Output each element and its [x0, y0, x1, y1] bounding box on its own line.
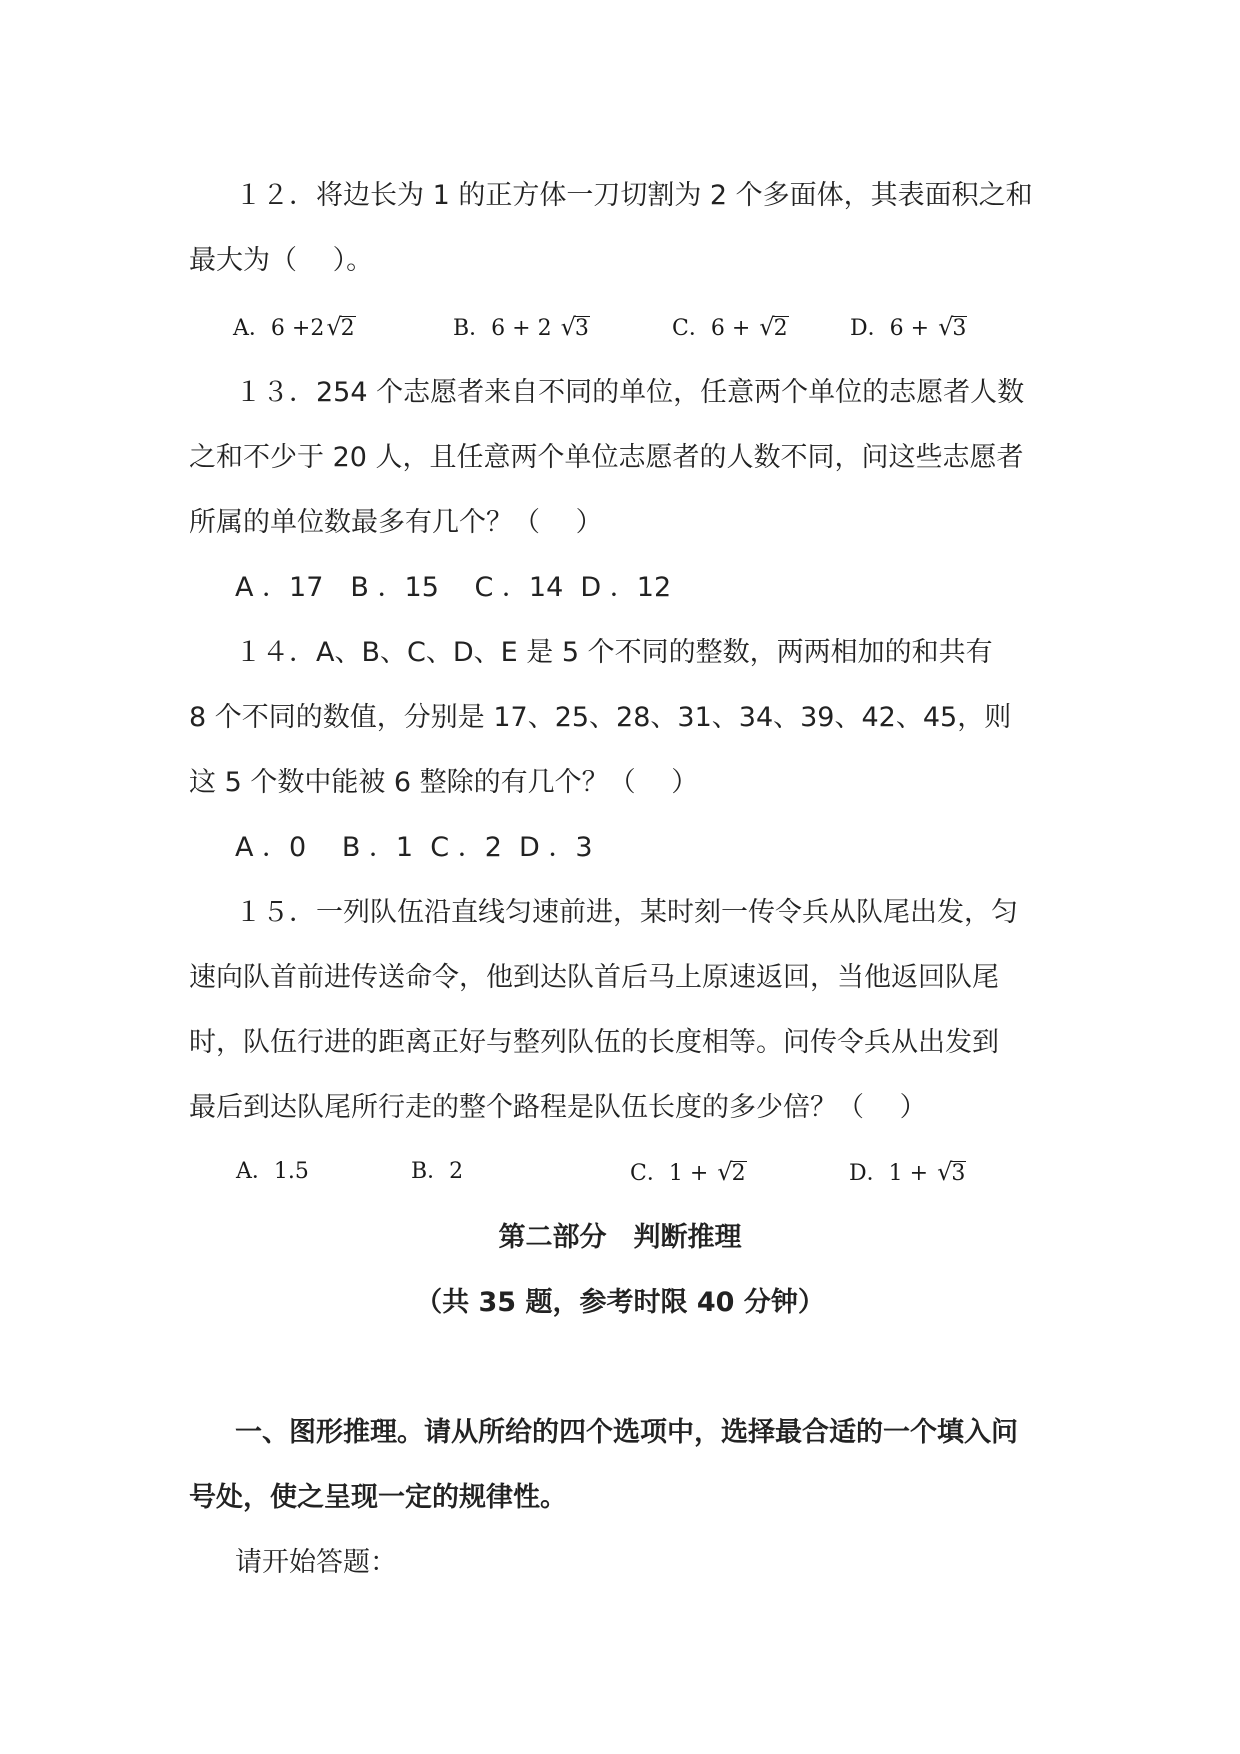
- q15-options: [0, 1152, 1240, 1192]
- q12-stem-line2: 最大为（ ）。: [189, 245, 374, 276]
- q15-stem-line4: 最后到达队尾所行走的整个路程是队伍长度的多少倍？（ ）: [189, 1092, 927, 1123]
- q13-stem-line3: 所属的单位数最多有几个？（ ）: [189, 507, 603, 538]
- q15-option-a[interactable]: A．1.5: [236, 1159, 309, 1184]
- q13-options[interactable]: A ．17 B ．15 C ．14 D ．12: [235, 572, 672, 603]
- q12-stem-line1: １２．将边长为 1 的正方体一刀切割为 2 个多面体，其表面积之和: [235, 180, 1033, 211]
- q12-option-c[interactable]: C．6 + √2: [672, 313, 788, 341]
- q15-stem-line2: 速向队首前进传送命令，他到达队首后马上原速返回，当他返回队尾: [189, 962, 999, 993]
- q12-options: [0, 307, 1240, 347]
- q14-stem-line1: １４．A、B、C、D、E 是 5 个不同的整数，两两相加的和共有: [235, 637, 993, 668]
- q15-stem-line3: 时，队伍行进的距离正好与整列队伍的长度相等。问传令兵从出发到: [189, 1027, 999, 1058]
- q14-stem-line3: 这 5 个数中能被 6 整除的有几个？（ ）: [189, 767, 699, 798]
- q14-stem-line2: 8 个不同的数值，分别是 17、25、28、31、34、39、42、45，则: [189, 702, 1012, 733]
- start-answering-text: 请开始答题：: [235, 1547, 397, 1578]
- q13-stem-line1: １３．254 个志愿者来自不同的单位，任意两个单位的志愿者人数: [235, 377, 1025, 408]
- q15-option-b[interactable]: B．2: [411, 1159, 464, 1184]
- q12-option-d[interactable]: D．6 + √3: [850, 313, 967, 341]
- q14-options[interactable]: A ．0 B ．1 C ．2 D ．3: [235, 832, 593, 863]
- part2-subtitle: （共 35 题，参考时限 40 分钟）: [415, 1287, 825, 1318]
- q15-stem-line1: １５．一列队伍沿直线匀速前进，某时刻一传令兵从队尾出发，匀: [235, 897, 1018, 928]
- section1-heading-line2: 号处，使之呈现一定的规律性。: [189, 1482, 567, 1513]
- part2-title: 第二部分 判断推理: [498, 1222, 742, 1253]
- q12-option-a[interactable]: A．6 +2√2: [233, 313, 355, 341]
- section1-heading-line1: 一、图形推理。请从所给的四个选项中，选择最合适的一个填入问: [235, 1417, 1018, 1448]
- q15-option-c[interactable]: C．1 + √2: [630, 1158, 746, 1186]
- q15-option-d[interactable]: D．1 + √3: [849, 1158, 966, 1186]
- q12-option-b[interactable]: B．6 + 2 √3: [453, 313, 589, 341]
- q13-stem-line2: 之和不少于 20 人，且任意两个单位志愿者的人数不同，问这些志愿者: [189, 442, 1024, 473]
